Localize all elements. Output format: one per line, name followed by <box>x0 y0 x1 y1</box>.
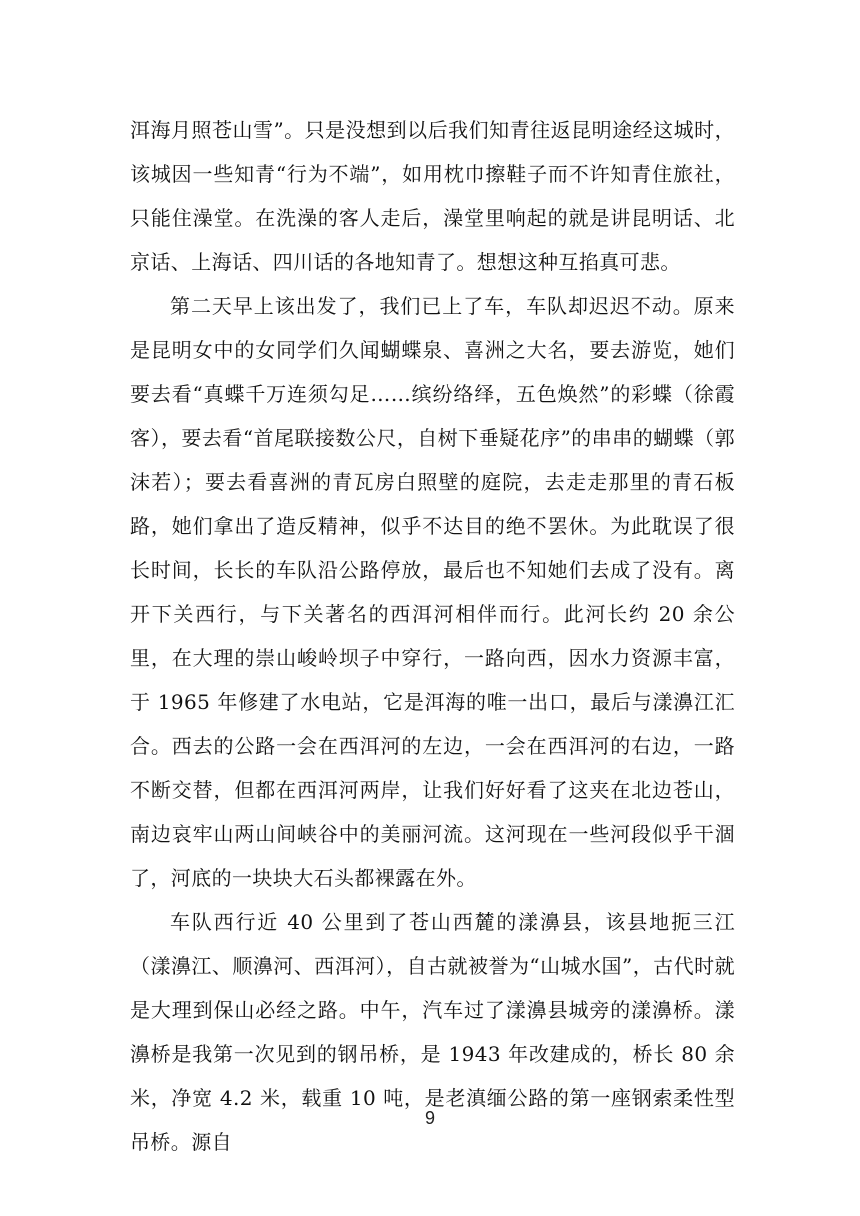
page-number: 9 <box>424 1108 435 1128</box>
paragraph-1: 洱海月照苍山雪”。只是没想到以后我们知青往返昆明途经这城时，该城因一些知青“行为不端”，如用枕巾擦鞋子而不许知青住旅社，只能住澡堂。在洗澡的客人走后，澡堂里响起的就是讲昆明话、北京话、上海话、四川话的各地知青了。想想这种互掐真可悲。 <box>130 118 735 274</box>
paragraph-3: 车队西行近 40 公里到了苍山西麓的漾濞县，该县地扼三江（漾濞江、顺濞河、西洱河），自古就被誉为“山城水国”，古代时就是大理到保山必经之路。中午，汽车过了漾濞县城旁的漾濞桥。漾濞桥是我第一次见到的钢吊桥，是 1943 年改建成的，桥长 80 余米，净宽 4.2 米，载重 10 吨，是老滇缅公路的第一座钢索柔性型吊桥。源自 <box>130 910 735 1154</box>
body-text <box>130 108 735 1164</box>
paragraph-2: 第二天早上该出发了，我们已上了车，车队却迟迟不动。原来是昆明女中的女同学们久闻蝴蝶泉、喜洲之大名，要去游览，她们要去看“真蝶千万连须勾足……缤纷络绎，五色焕然”的彩蝶（徐霞客），要去看“首尾联接数公尺，自树下垂疑花序”的串串的蝴蝶（郭沫若）；要去看喜洲的青瓦房白照壁的庭院，去走走那里的青石板路，她们拿出了造反精神，似乎不达目的绝不罢休。为此耽误了很长时间，长长的车队沿公路停放，最后也不知她们去成了没有。离开下关西行，与下关著名的西洱河相伴而行。此河长约 20 余公里，在大理的崇山峻岭坝子中穿行，一路向西，因水力资源丰富，于 1965 年修建了水电站，它是洱海的唯一出口，最后与漾濞江汇合。西去的公路一会在西洱河的左边，一会在西洱河的右边，一路不断交替，但都在西洱河两岸，让我们好好看了这夹在北边苍山，南边哀牢山两山间峡谷中的美丽河流。这河现在一些河段似乎干涸了，河底的一块块大石头都裸露在外。 <box>130 294 735 890</box>
